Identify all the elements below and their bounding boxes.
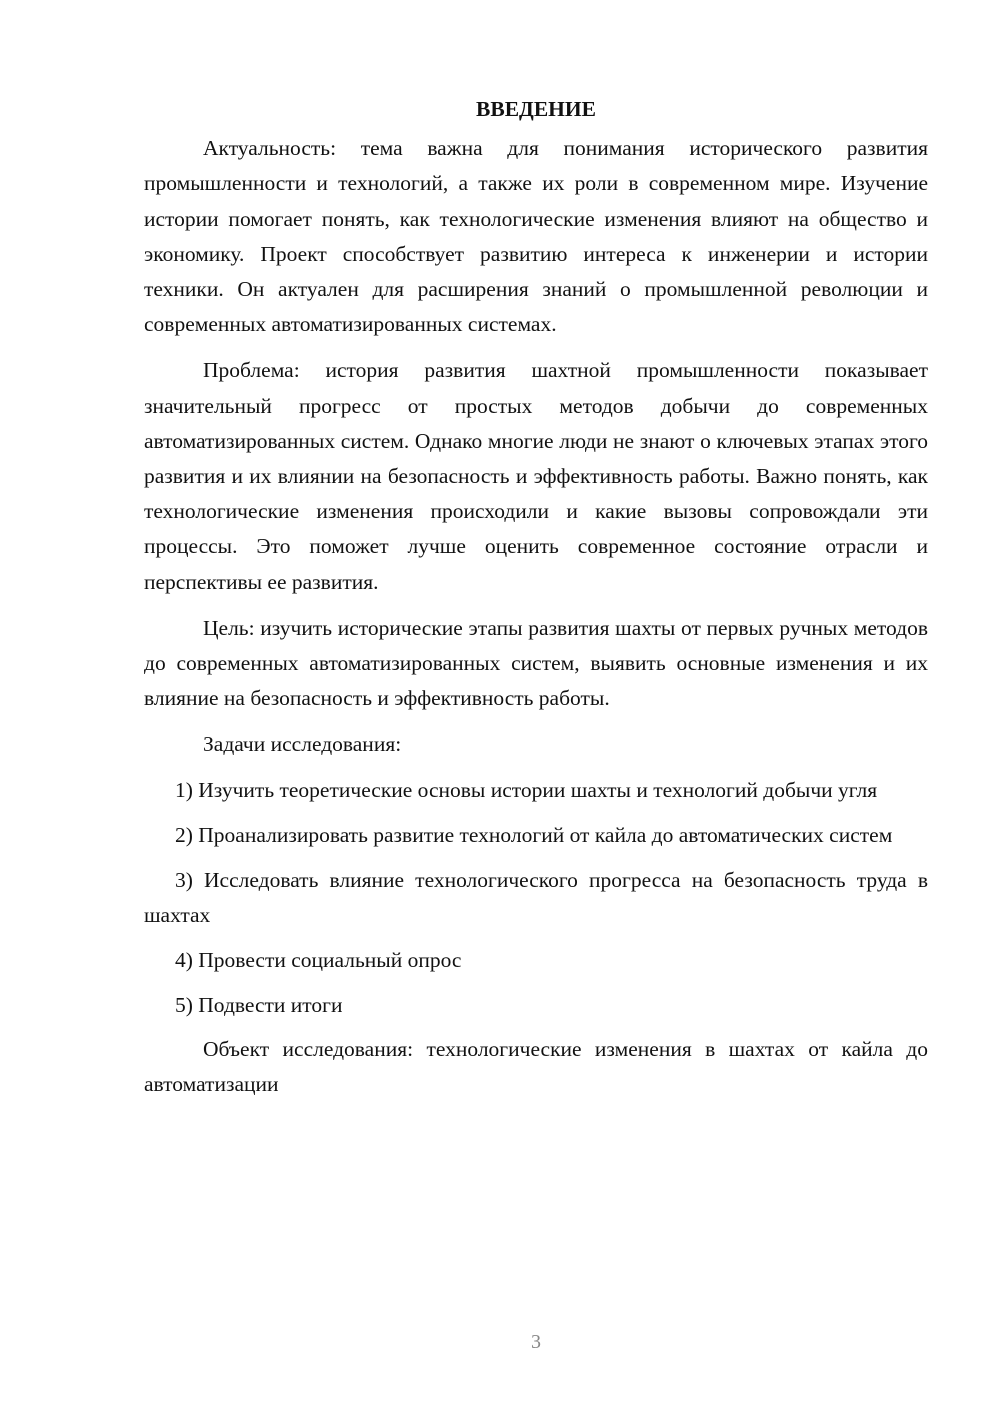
page-content: [144, 92, 928, 1113]
relevance-paragraph: Актуальность: тема важна для понимания исторического развития промышленности и технологий, а также их роли в современном мире. Изучение истории помогает понять, как технологические изменения влияют на общество и экономику. Проект способствует развитию интереса к инженерии и истории техники. Он актуален для расширения знаний о промышленной революции и современных автоматизированных системах.: [144, 136, 928, 337]
section-heading: ВВЕДЕНИЕ: [476, 97, 596, 121]
task-item-5: 5) Подвести итоги: [175, 992, 343, 1017]
object-paragraph: Объект исследования: технологические изменения в шахтах от кайла до автоматизации: [144, 1036, 928, 1097]
task-item-1: 1) Изучить теоретические основы истории шахты и технологий добычи угля: [175, 777, 878, 802]
tasks-title: Задачи исследования:: [203, 732, 402, 757]
problem-paragraph: Проблема: история развития шахтной промышленности показывает значительный прогресс от простых методов добычи до современных автоматизированных систем. Однако многие люди не знают о ключевых этапах этого развития и их влиянии на безопасность и эффективность работы. Важно понять, как технологические изменения происходили и какие вызовы сопровождали эти процессы. Это поможет лучше оценить современное состояние отрасли и перспективы ее развития.: [144, 358, 928, 594]
page-number: 3: [531, 1331, 541, 1353]
task-item-4: 4) Провести социальный опрос: [175, 948, 462, 973]
goal-paragraph: Цель: изучить исторические этапы развития шахты от первых ручных методов до современных автоматизированных систем, выявить основные изменения и их влияние на безопасность и эффективность работы.: [144, 615, 928, 711]
tasks-list: [144, 773, 928, 1023]
task-item-2: 2) Проанализировать развитие технологий от кайла до автоматических систем: [175, 822, 893, 847]
task-item-3: 3) Исследовать влияние технологического прогресса на безопасность труда в шахтах: [144, 868, 928, 928]
